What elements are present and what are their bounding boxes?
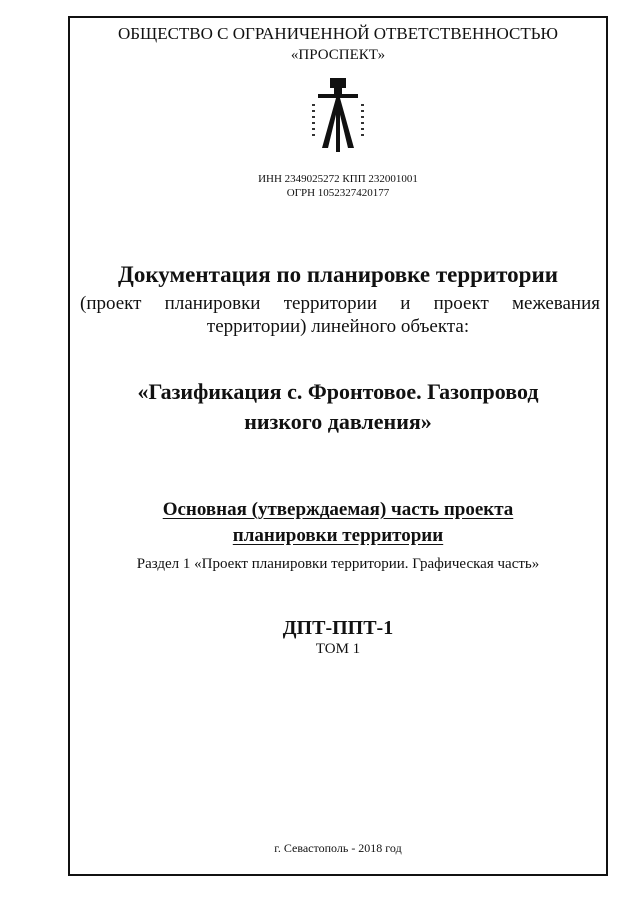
document-subtitle-line1: (проект планировки территории и проект межевания [80,293,600,314]
part-title-line1-text: Основная (утверждаемая) часть проекта [162,499,514,520]
object-name-line2: низкого давления» [244,409,432,434]
theodolite-tripod-icon [310,78,366,156]
part-title-line1 [68,498,608,522]
ogrn-line: ОГРН 1052327420177 [286,187,390,199]
city-year: г. Севастополь - 2018 год [274,841,402,855]
organization-name: ОБЩЕСТВО С ОГРАНИЧЕННОЙ ОТВЕТСТВЕННОСТЬЮ [118,24,558,43]
document-subtitle-line2: территории) линейного объекта: [206,316,470,337]
organization-short-name: «ПРОСПЕКТ» [290,47,386,63]
document-title: Документация по планировке территории [118,262,558,287]
part-title-line2-text: планировки территории [232,525,444,546]
object-name-line1: «Газификация с. Фронтовое. Газопровод [137,379,539,404]
document-code: ДПТ-ППТ-1 [282,617,394,639]
inn-kpp-line: ИНН 2349025272 КПП 232001001 [258,173,418,185]
volume-number: ТОМ 1 [315,641,361,657]
section-name: Раздел 1 «Проект планировки территории. Графическая часть» [136,556,540,572]
part-title-line2 [68,524,608,548]
